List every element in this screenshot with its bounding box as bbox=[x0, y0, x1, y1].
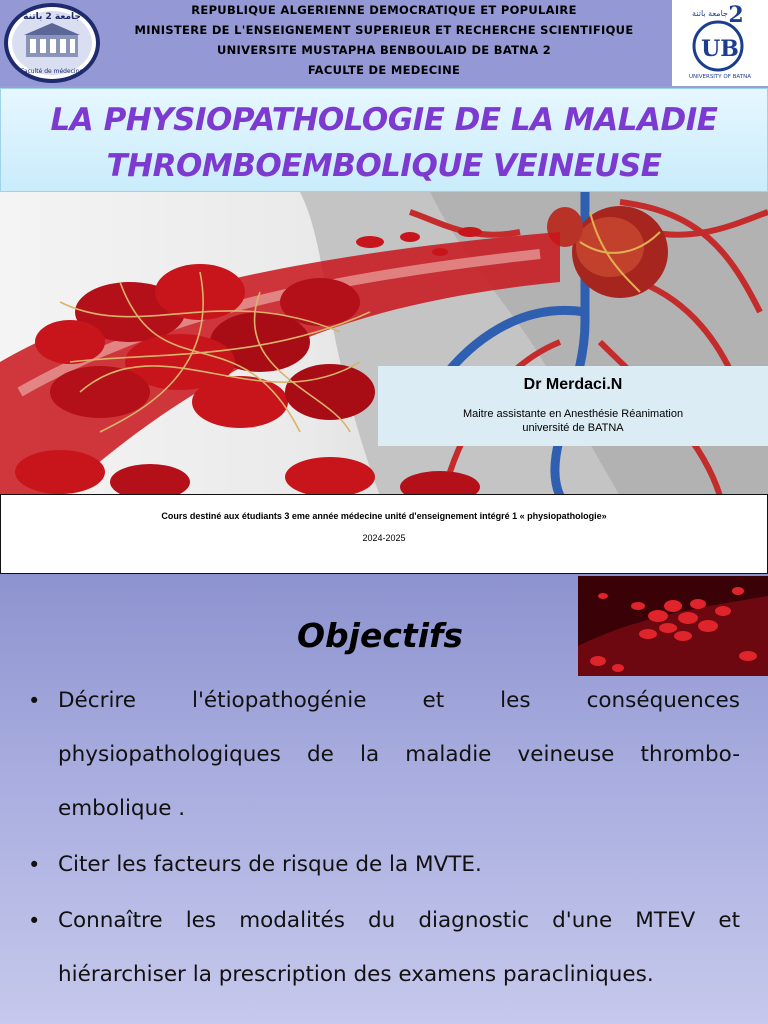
course-year: 2024-2025 bbox=[362, 533, 406, 543]
ub2-arabic: جامعة باتنة bbox=[692, 9, 728, 18]
ub2-logo-icon bbox=[672, 0, 768, 86]
title-line-2: THROMBOEMBOLIQUE VEINEUSE bbox=[106, 148, 662, 184]
author-role: Maitre assistante en Anesthésie Réanimation bbox=[462, 408, 684, 420]
title-line-1: LA PHYSIOPATHOLOGIE DE LA MALADIE bbox=[50, 102, 718, 138]
list-item bbox=[28, 838, 740, 892]
thrombus-svg bbox=[0, 192, 768, 496]
author-name: Dr Merdaci.N bbox=[523, 376, 623, 393]
objective-text: Citer les facteurs de risque de la MVTE. bbox=[58, 852, 482, 877]
blood-cells-thumbnail bbox=[578, 576, 768, 676]
objectives-list bbox=[28, 674, 740, 1002]
header-line-ministry: MINISTERE DE L'ENSEIGNEMENT SUPERIEUR ET RECHERCHE SCIENTIFIQUE bbox=[134, 23, 634, 37]
objective-text: Connaître les modalités du diagnostic d'une MTEV et hiérarchiser la prescription des examens paracliniques. bbox=[58, 908, 740, 987]
objective-text: Décrire l'étiopathogénie et les conséquences physiopathologiques de la maladie veineuse thrombo-embolique . bbox=[58, 688, 740, 821]
ub2-number: 2 bbox=[728, 2, 744, 28]
ub2-sub: UNIVERSITY OF BATNA bbox=[689, 74, 751, 80]
author-university: université de BATNA bbox=[522, 422, 624, 434]
header-band bbox=[0, 0, 768, 86]
list-item bbox=[28, 894, 740, 1002]
header-line-university: UNIVERSITE MUSTAPHA BENBOULAID DE BATNA 2 bbox=[216, 43, 552, 57]
course-description: Cours destiné aux étudiants 3 eme année médecine unité d'enseignement intégré 1 « physiopathologie» bbox=[161, 511, 607, 521]
objectives-title: Objectifs bbox=[296, 616, 463, 655]
ub2-letters: UB bbox=[701, 36, 739, 62]
header-institution-lines bbox=[100, 0, 668, 86]
title-box bbox=[0, 88, 768, 192]
header-line-republic: REPUBLIQUE ALGERIENNE DEMOCRATIQUE ET POPULAIRE bbox=[191, 3, 577, 17]
thrombus-illustration bbox=[0, 192, 768, 496]
bullet-icon: • bbox=[28, 689, 41, 713]
bullet-icon: • bbox=[28, 853, 41, 877]
seal-sub-text: Faculté de médecine bbox=[20, 68, 84, 75]
objectives-section bbox=[0, 574, 768, 1024]
bullet-icon: • bbox=[28, 909, 41, 933]
university-seal-icon bbox=[2, 1, 102, 85]
list-item bbox=[28, 674, 740, 836]
seal-arabic-text: جامعة 2 باتنة bbox=[23, 12, 81, 22]
red-blood-cells-icon bbox=[578, 576, 768, 676]
header-line-faculty: FACULTE DE MEDECINE bbox=[307, 63, 461, 77]
course-box bbox=[0, 494, 768, 574]
author-box bbox=[378, 366, 768, 446]
